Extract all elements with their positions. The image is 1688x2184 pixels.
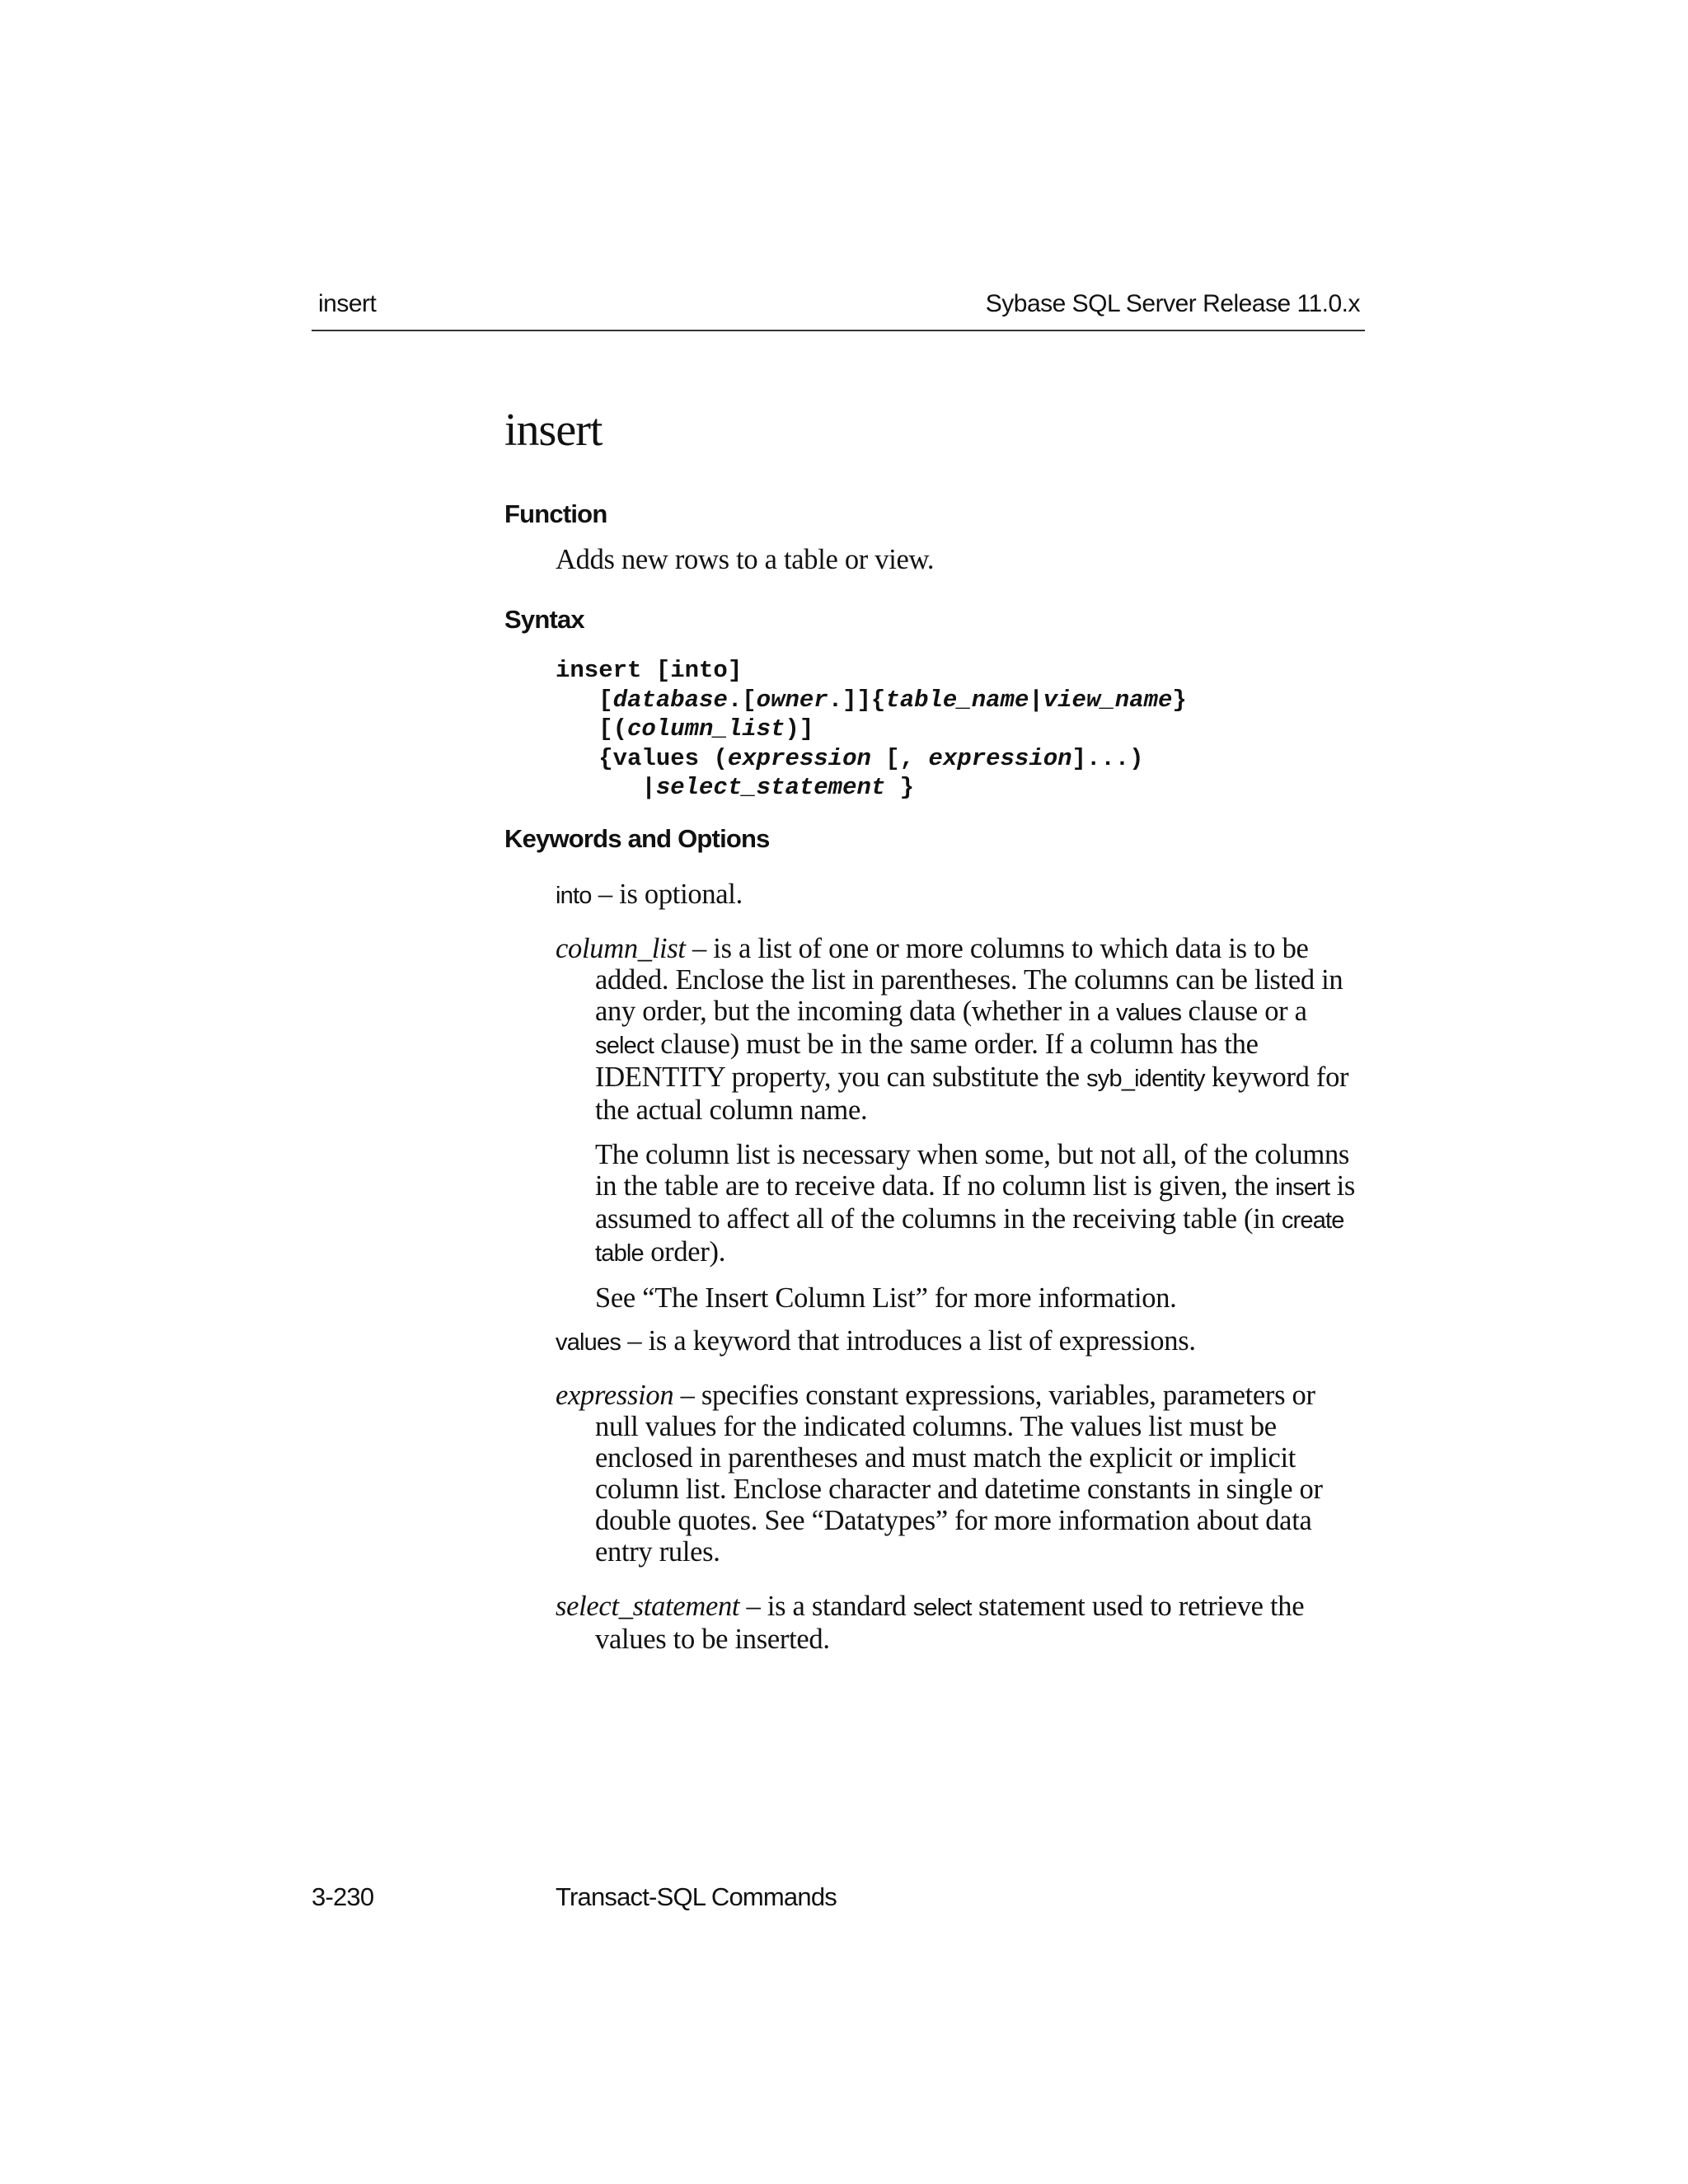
inline-code: insert (1275, 1174, 1330, 1201)
inline-code: create table (595, 1207, 1344, 1267)
syntax-line-3: [(column_list)] (598, 715, 814, 743)
syntax-code-block (556, 656, 1187, 803)
syntax-line-4: {values (expression [, expression]...) (598, 744, 1144, 772)
page-title: insert (504, 405, 603, 456)
inline-code: select (595, 1033, 654, 1059)
page-number: 3-230 (312, 1882, 374, 1911)
keywords-heading: Keywords and Options (504, 824, 770, 853)
keyword-entry-column-list (556, 933, 1363, 1314)
function-description: Adds new rows to a table or view. (556, 544, 935, 575)
syntax-line-5: |select_statement } (641, 774, 915, 801)
keyword-term: select_statement (556, 1591, 740, 1622)
inline-code: syb_identity (1086, 1066, 1205, 1092)
keyword-term: into (556, 883, 592, 909)
keyword-entry-into (556, 879, 1363, 912)
keyword-entry-values (556, 1325, 1363, 1358)
function-heading: Function (504, 499, 607, 528)
keyword-entry-expression (556, 1380, 1363, 1568)
column-list-paragraph-3: See “The Insert Column List” for more information. (595, 1282, 1177, 1314)
header-divider (312, 330, 1365, 331)
keyword-entry-select-statement (556, 1591, 1363, 1655)
keyword-term: values (556, 1329, 621, 1356)
keyword-values-text: values – is a keyword that introduces a list of expressions. (556, 1325, 1196, 1357)
column-list-paragraph-1: column_list – is a list of one or more columns to which data is to be added. Enclose the list in parentheses. The columns can be listed in any order, but the incoming data (whether in a values clause or a select clause) must be in the same order. If a column has the IDENTITY property, you can substitute the syb_identity keyword for the actual column name. (556, 933, 1349, 1126)
keyword-into-text: into – is optional. (556, 879, 743, 910)
running-header-right: Sybase SQL Server Release 11.0.x (985, 290, 1360, 317)
column-list-paragraph-2: The column list is necessary when some, but not all, of the columns in the table are to receive data. If no column list is given, the insert is assumed to affect all of the columns in the receiving table (in create table order). (595, 1139, 1356, 1268)
keyword-select-statement-text: select_statement – is a standard select statement used to retrieve the values to be inserted. (556, 1591, 1305, 1655)
keyword-term: expression (556, 1380, 674, 1411)
keyword-expression-text: expression – specifies constant expressions, variables, parameters or null values for the indicated columns. The values list must be enclosed in parentheses and must match the explicit or implicit column list. Enclose character and datetime constants in single or double quotes. See “Datatypes” for more information about data entry rules. (556, 1380, 1323, 1568)
running-header-left: insert (318, 290, 377, 317)
syntax-line-1: insert [into] (556, 657, 743, 684)
keyword-term: column_list (556, 933, 686, 964)
syntax-line-2: [database.[owner.]]{table_name|view_name} (598, 686, 1187, 714)
syntax-heading: Syntax (504, 605, 584, 634)
inline-code: select (912, 1595, 972, 1621)
inline-code: values (1116, 1000, 1182, 1026)
footer-section-title: Transact-SQL Commands (556, 1882, 837, 1911)
